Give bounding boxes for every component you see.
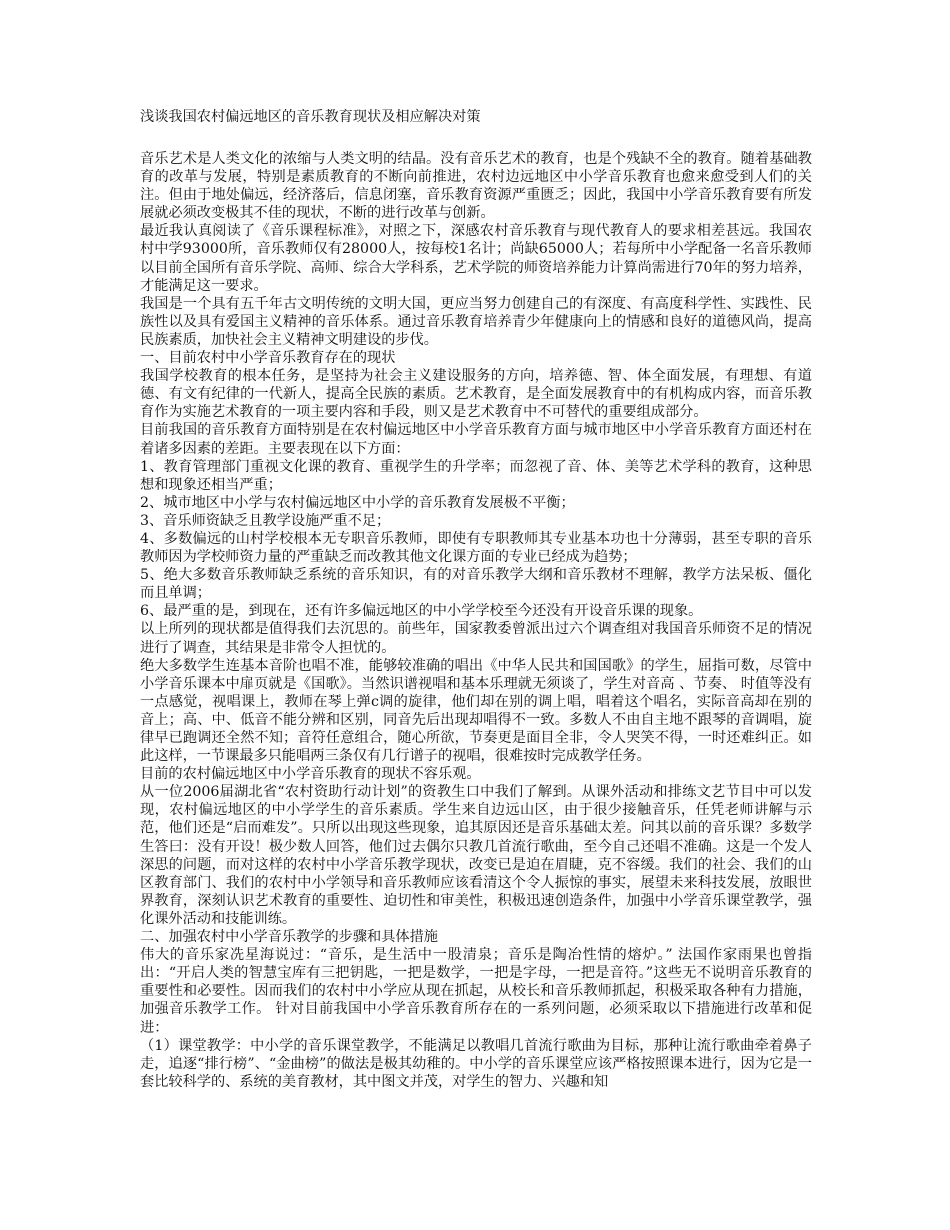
paragraph-survey: 以上所列的现状都是值得我们去沉思的。前些年，国家教委曾派出过六个调查组对我国音乐师资不足的情况进行了调查，其结果是非常令人担忧的。: [140, 621, 812, 656]
section-heading-1: 一、目前农村中小学音乐教育存在的现状: [140, 350, 396, 367]
document-body: [140, 150, 812, 1091]
list-item-1: 1、教育管理部门重视文化课的教育、重视学生的升学率；而忽视了音、体、美等艺术学科的教育，这种思想和现象还相当严重；: [140, 458, 812, 493]
section-heading-2: 二、加强农村中小学音乐教学的步骤和具体措施: [140, 929, 438, 946]
paragraph-students: 绝大多数学生连基本音阶也唱不准，能够较准确的唱出《中华人民共和国国歌》的学生，屈指可数，尽管中小学音乐课本中扉页就是《国歌》。当然识谱视唱和基本乐理就无须谈了，学生对音高 、节奏、 时值等没有一点感觉，视唱课上，教师在琴上弹c调的旋律，他们却在别的调上唱，唱着这个唱名，实际音高却在别的音上；高、中、低音不能分辨和区别，同音先后出现却唱得不一致。多数人不由自主地不跟琴的音调唱，旋律早已跑调还全然不知；音符任意组合，随心所欲，节奏更是面目全非，令人哭笑不得，一时还难纠正。如此这样，一节课最多只能唱两三条仅有几行谱子的视唱，很难按时完成教学任务。: [140, 657, 812, 765]
list-item-5: 5、绝大多数音乐教师缺乏系统的音乐知识，有的对音乐教学大纲和音乐教材不理解，教学方法呆板、僵化而且单调；: [140, 567, 812, 602]
paragraph-gap: 目前我国的音乐教育方面特别是在农村偏远地区中小学音乐教育方面与城市地区中小学音乐教育方面还村在着诸多因素的差距。主要表现在以下方面：: [140, 422, 812, 457]
paragraph-classroom: （1）课堂教学：中小学的音乐课堂教学，不能满足以教唱几首流行歌曲为目标，那种让流行歌曲牵着鼻子走，追逐“排行榜”、“金曲榜”的做法是极其幼稚的。中小学的音乐课堂应该严格按照课本进行，因为它是一套比较科学的、系统的美育教材，其中图文并茂，对学生的智力、兴趣和知: [140, 1037, 812, 1090]
paragraph-intro: 音乐艺术是人类文化的浓缩与人类文明的结晶。没有音乐艺术的教育，也是个残缺不全的教育。随着基础教育的改革与发展，特别是素质教育的不断向前推进，农村边远地区中小学音乐教育也愈来愈受到人们的关注。但由于地处偏远，经济落后，信息闭塞，音乐教育资源严重匮乏；因此，我国中小学音乐教育要有所发展就必须改变极其不佳的现状，不断的进行改革与创新。: [140, 151, 812, 222]
document-title: 浅谈我国农村偏远地区的音乐教育现状及相应解决对策: [140, 109, 481, 125]
list-item-2: 2、城市地区中小学与农村偏远地区中小学的音乐教育发展极不平衡；: [140, 494, 575, 511]
paragraph-status: 目前的农村偏远地区中小学音乐教育的现状不容乐观。: [140, 766, 481, 783]
paragraph-music-system: 我国是一个具有五千年古文明传统的文明大国，更应当努力创建自己的有深度、有高度科学性、实践性、民族性以及具有爱国主义精神的音乐体系。通过音乐教育培养青少年健康向上的情感和良好的道德风尚，提高民族素质，加快社会主义精神文明建设的步伐。: [140, 295, 812, 348]
list-item-3: 3、音乐师资缺乏且教学设施严重不足；: [140, 512, 391, 529]
list-item-4: 4、多数偏远的山村学校根本无专职音乐教师，即使有专职教师其专业基本功也十分薄弱，甚至专职的音乐教师因为学校师资力量的严重缺乏而改教其他文化课方面的专业已经成为趋势；: [140, 530, 812, 566]
paragraph-hubei: 从一位2006届湖北省“农村资助行动计划”的资教生口中我们了解到。从课外活动和排练文艺节目中可以发现，农村偏远地区的中小学学生的音乐素质。学生来自边远山区，由于很少接触音乐，任凭老师讲解与示范，他们还是“启而难发”。只所以出现这些现象，追其原因还是音乐基础太差。问其以前的音乐课？多数学生答曰：没有开设！极少数人回答，他们过去偶尔只教几首流行歌曲，至今自己还唱不准确。这是一个发人深思的问题，而对这样的农村中小学音乐教学现状，改变已是迫在眉睫，克不容缓。我们的社会、我们的山区教育部门、我们的农村中小学领导和音乐教师应该看清这个令人振惊的事实，展望未来科技发展，放眼世界教育，深刻认识艺术教育的重要性、迫切性和审美性，积极迅速创造条件，加强中小学音乐课堂教学，强化课外活动和技能训练。: [140, 784, 812, 927]
paragraph-quotes: 伟大的音乐家冼星海说过：“音乐，是生活中一股清泉；音乐是陶冶性情的熔炉。” 法国作家雨果也曾指出：“开启人类的智慧宝库有三把钥匙，一把是数学，一把是字母，一把是音符。”这些无不说明音乐教育的重要性和必要性。因而我们的农村中小学应从现在抓起，从校长和音乐教师抓起，积极采取各种有力措施，加强音乐教学工作。 针对目前我国中小学音乐教育所存在的一系列问题，必须采取以下措施进行改革和促进：: [140, 947, 812, 1036]
paragraph-curriculum-standard: 最近我认真阅读了《音乐课程标准》，对照之下，深感农村音乐教育与现代教育人的要求相差甚远。我国农村中学93000所，音乐教师仅有28000人，按每校1名计；尚缺65000人；若每所中小学配备一名音乐教师以目前全国所有音乐学院、高师、综合大学科系，艺术学院的师资培养能力计算尚需进行70年的努力培养，才能满足这一要求。: [140, 223, 812, 294]
list-item-6: 6、最严重的是，到现在，还有许多偏远地区的中小学学校至今还没有开设音乐课的现象。: [140, 603, 703, 620]
document-page: [140, 108, 812, 1091]
paragraph-school-task: 我国学校教育的根本任务，是坚持为社会主义建设服务的方向，培养德、智、体全面发展，有理想、有道德、有文有纪律的一代新人，提高全民族的素质。艺术教育，是全面发展教育中的有机构成内容，而音乐教育作为实施艺术教育的一项主要内容和手段，则又是艺术教育中不可替代的重要组成部分。: [140, 368, 812, 421]
